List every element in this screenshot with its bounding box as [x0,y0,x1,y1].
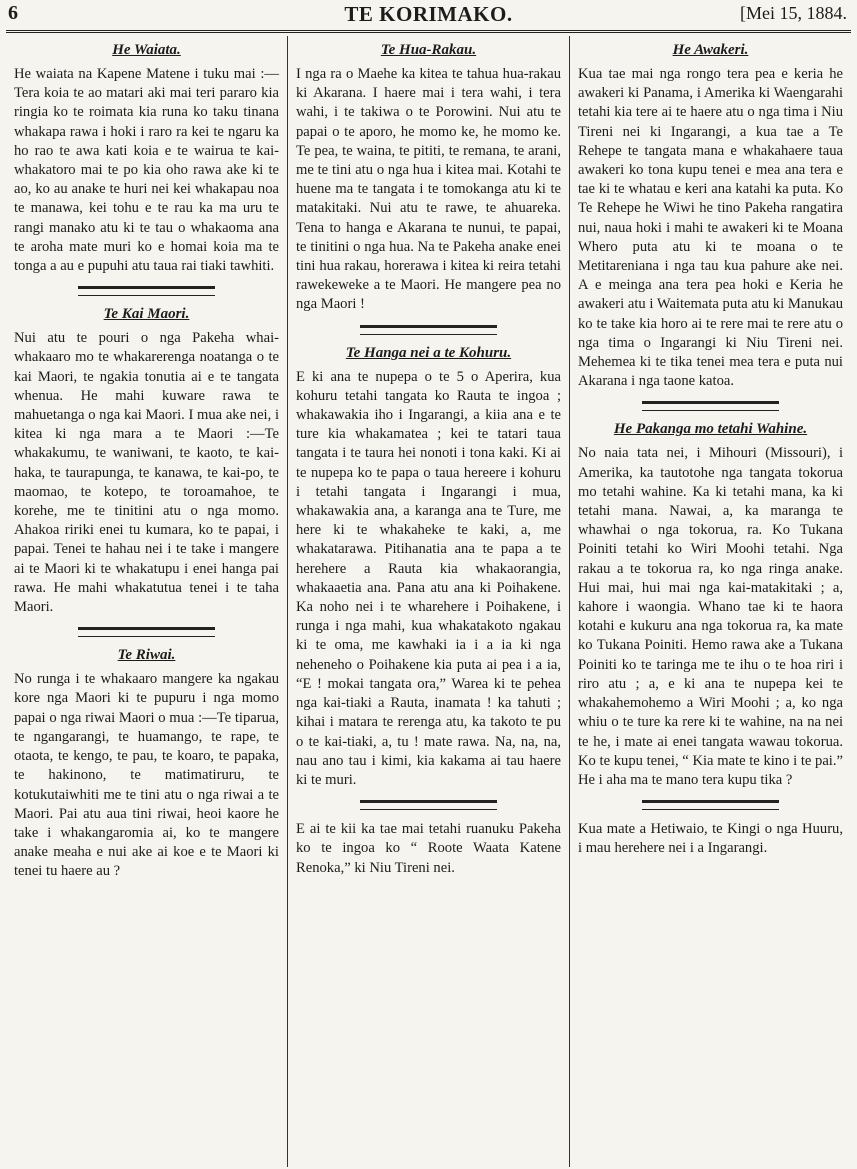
article-heading: Te Riwai. [117,647,176,664]
article-text: Kua tae mai nga rongo tera pea e keria he awakeri ki Panama, i Amerika ki Waengarahi tetahi kia tere ai te haere atu o nga tima i Niu Tireni nei ki Ingarangi, a kua tae a Te Rehepe te tangata mana e whakahaere taua awakeri ko tona kupu tenei e mea ana tera e tae ki te whatau e keri ana katahi ka puta. Ko Te Rehepe he Wiwi he tino Pakeha rangatira nui, naua hoki i mahi te awakeri ki te Moana Whero puta atu ki te moana o te Metitareniana i nga tau kua pahure ake nei. A e meinga ana tera pea hoki e Keria he awakeri atu i Waitemata puta atu ki Manukau ko te take kia horo ai te rere mai te rere atu o nga tima o Ingarangi ki Niu Tireni nei. Mehemea ki te tika tenei mea tera e puta nui Akarana i nga taone katoa. [578,66,843,390]
masthead [6,0,851,33]
newspaper-title: TE KORIMAKO. [344,2,513,26]
issue-date: [Mei 15, 1884. [740,3,847,23]
article-heading: He Pakanga mo tetahi Wahine. [613,421,808,438]
article-heading: Te Hua-Rakau. [380,42,477,58]
article-text: No runga i te whakaaro mangere ka ngakau kore nga Maori ki te pupuru i nga momo papai o nga riwai Maori o mua :—Te tiparua, te ngangarangi, te huamango, te rape, te otaota, te kengo, te pau, te koaro, te papaka, te hakinono, te matimatiruru, te kotukutaiwhiti me te tini atu o nga riwai a te Maori. Pai atu aua tini riwai, heoi kaore he take i whakangaromia ai, ko te mangere anake meaha e nui ake ai koe e te Maori ki tenei tu haere au ? [14,671,279,880]
page-number: 6 [8,2,18,24]
article-text: Nui atu te pouri o nga Pakeha whai-whakaaro mo te whakarerenga noatanga o te kai Maori, te ngakia tonutia ai e te tangata whenua. He mahi kuware rawa te mahuetanga o nga kai Maori. I mua ake nei, i kitea ki nga mara a te Maori :—Te whakakumu, te waniwani, te kaoto, te kai-haka, te taurapunga, te kanawa, te kai-po, te maomao, te kotepo, te toroamahoe, te korehe, me te tinitini atu o nga momo. Ahakoa ririki enei tu kumara, ko te papai, i papai. Tenei te hahau nei i te take i mangere ai te Maori ki te whakatupu i enei hanga pai rawa. He mahi whakatutua tenei i te taha Maori. [14,330,279,616]
article-text: No naia tata nei, i Mihouri (Missouri), i Amerika, ka tautotohe nga tangata tokorua mo tetahi wahine. Ka ki tetahi mana, ka ki tetahi mana. Nawai, a, ka maranga te whawhai o nga tokorua, ra. Ko Tukana Poiniti tetahi ko Wiri Moohi tetahi. Nga rakau a te tokorua ra, ko nga ringa anake. Hui mai, hui mai nga kai-matakitaki ; a, kahore i waongia. Whano tae ki te haora kotahi e kukuru ana nga tokorua ra, ka mate ko Tukana Poiniti. Hemo rawa ake a Tukana Poiniti ko te taringa me te ihu o te hoa riri i riro atu ; a, e ki ana te nupepa kei te whakahemohemo a Wiri Moohi ; a, ko nga whiu o te ture ka rere ki te wahine, na na nei te he, i mate ai enei tangata wawau tokorua. Ko te kupu tenei, “ Kia mate te kino i te pai.” He i aha ma te mano tera kupu tika ? [578,445,843,788]
article-heading: He Awakeri. [672,42,749,58]
column-2 [287,36,569,1167]
article-text: Kua mate a Hetiwaio, te Kingi o nga Huuru, i mau herehere nei i a Ingarangi. [578,821,843,857]
column-1 [6,36,287,1167]
article-text: I nga ra o Maehe ka kitea te tahua hua-rakau ki Akarana. I haere mai i tera wahi, i tera wahi, i te takiwa o te Porowini. Nui atu te papai o te aporo, he momo ke, he momo ke. Te pea, te waina, te pititi, te remana, te arani, me te tini atu o nga hua i kitea mai. Kotahi te huene ma te tangata i te tomokanga atu ki te matakitaki. Nui atu te rawe, te ahuareka. Tena to hanga e Akarana te nunui, te papai, te tinitini o nga hua. Na te Pakeha anake enei tini hua rakau, horerawa i kitea ki reira tetahi rawekeweke a te Maori. He mangere pea no nga Maori ! [296,66,561,313]
article-heading: Te Kai Maori. [103,306,190,323]
columns [6,36,851,1167]
section-divider [360,800,498,810]
article-text: E ai te kii ka tae mai tetahi ruanuku Pakeha ko te ingoa ko “ Roote Waata Katene Renoka,” ki Niu Tireni nei. [296,821,561,876]
article-heading: Te Hanga nei a te Kohuru. [345,344,512,361]
article-text: He waiata na Kapene Matene i tuku mai :—Tera koia te ao matari aki mai teri pararo kia ringia ko te roimata kia runa ko taku tinana whakapa rawa i hoki i raro ra kei te ngaru ka ho rao te awa kati koia e te wairua te kai-whakatoro mai te po kia oho rawa ake ki te ao, ko au anake te huri nei kei whakapau noa te manawa, kei tohu e te rau ka ma uru te rangi manako atu ki te tau o whakaoma ana te aroha mate muri ko e homai koia ma te tonga a au e pupuhi atu taua rai tiaki tawhiti. [14,66,279,275]
section-divider [360,325,498,335]
section-divider [642,800,780,810]
section-divider [78,627,216,637]
column-3 [569,36,851,1167]
article-text: E ki ana te nupepa o te 5 o Aperira, kua kohuru tetahi tangata ko Rauta te ingoa ; whakawakia iho i Ingarangi, a kiia ana e te ture kia whakamatea ; kei te tatari taua tangata i te taura hei nonoti i tona kaki. Ki ai te nupepa ko te papa o taua hereere i kohuru i tetahi tangata i Ingarangi i mua, whakawakia ana, a karanga ana te Ture, me here ki te whakaheke te kaki, a, me whakatarawa. Pitihanatia ana te papa a te herehere a Rauta kia whakaorangia, whakaaetia ana. Pana atu ana ki Poihakene. Ka noho nei i te wharehere i Poihakene, i runga i nga mahi, kua whakatakoto ngakau ki te oma, me kawhaki ia i a ia ki nga neheneho o Poihakene kia puta ai pea i a ia, “E ! mokai tangata ora,” Warea ki te pehea nga kai-tiaki a Rauta, inamata ! ka tahuti ; kihai i matara te rerenga atu, ka takoto te pu o te kai-tiaki, a, tu ! mate rawa. Na, na, na, nau ano tau i kimi, kia kakama ai tau haere ki te muri. [296,368,561,788]
section-divider [78,286,216,296]
article-heading: He Waiata. [112,42,181,58]
section-divider [642,401,780,411]
